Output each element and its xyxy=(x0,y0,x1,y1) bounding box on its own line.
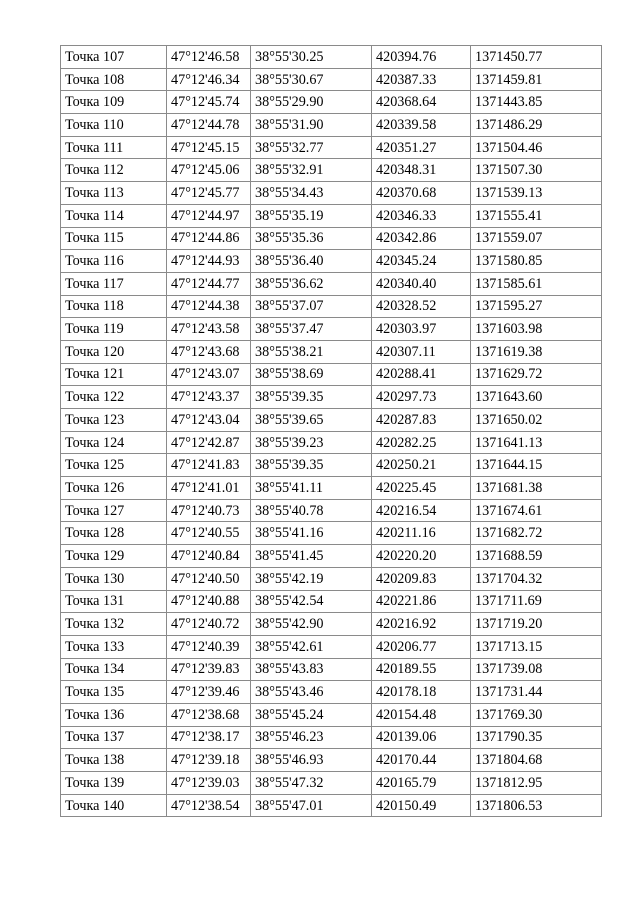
y-coordinate-cell: 1371539.13 xyxy=(471,182,602,205)
x-coordinate-cell: 420351.27 xyxy=(372,136,471,159)
table-row xyxy=(61,182,602,205)
point-name-cell: Точка 129 xyxy=(61,545,167,568)
table-row xyxy=(61,635,602,658)
y-coordinate-cell: 1371559.07 xyxy=(471,227,602,250)
point-name-cell: Точка 112 xyxy=(61,159,167,182)
latitude-cell: 47°12'44.77 xyxy=(167,272,251,295)
longitude-cell: 38°55'47.32 xyxy=(251,772,372,795)
longitude-cell: 38°55'46.93 xyxy=(251,749,372,772)
longitude-cell: 38°55'35.36 xyxy=(251,227,372,250)
x-coordinate-cell: 420340.40 xyxy=(372,272,471,295)
longitude-cell: 38°55'41.45 xyxy=(251,545,372,568)
table-row xyxy=(61,409,602,432)
latitude-cell: 47°12'43.37 xyxy=(167,386,251,409)
longitude-cell: 38°55'37.07 xyxy=(251,295,372,318)
latitude-cell: 47°12'43.04 xyxy=(167,409,251,432)
y-coordinate-cell: 1371731.44 xyxy=(471,681,602,704)
table-row xyxy=(61,567,602,590)
longitude-cell: 38°55'34.43 xyxy=(251,182,372,205)
x-coordinate-cell: 420165.79 xyxy=(372,772,471,795)
table-row xyxy=(61,726,602,749)
x-coordinate-cell: 420342.86 xyxy=(372,227,471,250)
latitude-cell: 47°12'44.38 xyxy=(167,295,251,318)
y-coordinate-cell: 1371681.38 xyxy=(471,477,602,500)
point-name-cell: Точка 121 xyxy=(61,363,167,386)
y-coordinate-cell: 1371682.72 xyxy=(471,522,602,545)
point-name-cell: Точка 133 xyxy=(61,635,167,658)
y-coordinate-cell: 1371504.46 xyxy=(471,136,602,159)
longitude-cell: 38°55'42.90 xyxy=(251,613,372,636)
table-row xyxy=(61,454,602,477)
y-coordinate-cell: 1371674.61 xyxy=(471,499,602,522)
x-coordinate-cell: 420348.31 xyxy=(372,159,471,182)
latitude-cell: 47°12'39.46 xyxy=(167,681,251,704)
x-coordinate-cell: 420225.45 xyxy=(372,477,471,500)
latitude-cell: 47°12'38.17 xyxy=(167,726,251,749)
latitude-cell: 47°12'44.78 xyxy=(167,114,251,137)
longitude-cell: 38°55'32.77 xyxy=(251,136,372,159)
point-name-cell: Точка 111 xyxy=(61,136,167,159)
y-coordinate-cell: 1371804.68 xyxy=(471,749,602,772)
point-name-cell: Точка 137 xyxy=(61,726,167,749)
point-name-cell: Точка 125 xyxy=(61,454,167,477)
x-coordinate-cell: 420216.54 xyxy=(372,499,471,522)
longitude-cell: 38°55'40.78 xyxy=(251,499,372,522)
longitude-cell: 38°55'39.65 xyxy=(251,409,372,432)
longitude-cell: 38°55'39.35 xyxy=(251,386,372,409)
latitude-cell: 47°12'46.34 xyxy=(167,68,251,91)
y-coordinate-cell: 1371585.61 xyxy=(471,272,602,295)
x-coordinate-cell: 420216.92 xyxy=(372,613,471,636)
latitude-cell: 47°12'40.72 xyxy=(167,613,251,636)
y-coordinate-cell: 1371486.29 xyxy=(471,114,602,137)
x-coordinate-cell: 420221.86 xyxy=(372,590,471,613)
point-name-cell: Точка 126 xyxy=(61,477,167,500)
table-row xyxy=(61,386,602,409)
point-name-cell: Точка 108 xyxy=(61,68,167,91)
y-coordinate-cell: 1371739.08 xyxy=(471,658,602,681)
longitude-cell: 38°55'41.16 xyxy=(251,522,372,545)
longitude-cell: 38°55'43.46 xyxy=(251,681,372,704)
latitude-cell: 47°12'45.77 xyxy=(167,182,251,205)
table-row xyxy=(61,114,602,137)
y-coordinate-cell: 1371643.60 xyxy=(471,386,602,409)
latitude-cell: 47°12'45.06 xyxy=(167,159,251,182)
latitude-cell: 47°12'41.01 xyxy=(167,477,251,500)
latitude-cell: 47°12'43.68 xyxy=(167,340,251,363)
table-row xyxy=(61,136,602,159)
x-coordinate-cell: 420189.55 xyxy=(372,658,471,681)
table-row xyxy=(61,272,602,295)
x-coordinate-cell: 420209.83 xyxy=(372,567,471,590)
latitude-cell: 47°12'44.97 xyxy=(167,204,251,227)
longitude-cell: 38°55'38.69 xyxy=(251,363,372,386)
x-coordinate-cell: 420139.06 xyxy=(372,726,471,749)
y-coordinate-cell: 1371641.13 xyxy=(471,431,602,454)
table-row xyxy=(61,749,602,772)
y-coordinate-cell: 1371812.95 xyxy=(471,772,602,795)
latitude-cell: 47°12'41.83 xyxy=(167,454,251,477)
longitude-cell: 38°55'43.83 xyxy=(251,658,372,681)
point-name-cell: Точка 114 xyxy=(61,204,167,227)
table-row xyxy=(61,295,602,318)
table-row xyxy=(61,318,602,341)
x-coordinate-cell: 420150.49 xyxy=(372,794,471,817)
y-coordinate-cell: 1371769.30 xyxy=(471,703,602,726)
x-coordinate-cell: 420287.83 xyxy=(372,409,471,432)
x-coordinate-cell: 420368.64 xyxy=(372,91,471,114)
longitude-cell: 38°55'32.91 xyxy=(251,159,372,182)
point-name-cell: Точка 128 xyxy=(61,522,167,545)
x-coordinate-cell: 420206.77 xyxy=(372,635,471,658)
longitude-cell: 38°55'37.47 xyxy=(251,318,372,341)
x-coordinate-cell: 420387.33 xyxy=(372,68,471,91)
point-name-cell: Точка 116 xyxy=(61,250,167,273)
x-coordinate-cell: 420339.58 xyxy=(372,114,471,137)
longitude-cell: 38°55'38.21 xyxy=(251,340,372,363)
point-name-cell: Точка 109 xyxy=(61,91,167,114)
x-coordinate-cell: 420297.73 xyxy=(372,386,471,409)
table-row xyxy=(61,431,602,454)
latitude-cell: 47°12'39.18 xyxy=(167,749,251,772)
point-name-cell: Точка 131 xyxy=(61,590,167,613)
longitude-cell: 38°55'41.11 xyxy=(251,477,372,500)
table-row xyxy=(61,658,602,681)
x-coordinate-cell: 420328.52 xyxy=(372,295,471,318)
point-name-cell: Точка 136 xyxy=(61,703,167,726)
latitude-cell: 47°12'40.84 xyxy=(167,545,251,568)
table-row xyxy=(61,46,602,69)
longitude-cell: 38°55'30.67 xyxy=(251,68,372,91)
x-coordinate-cell: 420288.41 xyxy=(372,363,471,386)
longitude-cell: 38°55'35.19 xyxy=(251,204,372,227)
point-name-cell: Точка 123 xyxy=(61,409,167,432)
y-coordinate-cell: 1371619.38 xyxy=(471,340,602,363)
y-coordinate-cell: 1371806.53 xyxy=(471,794,602,817)
latitude-cell: 47°12'40.73 xyxy=(167,499,251,522)
point-name-cell: Точка 107 xyxy=(61,46,167,69)
point-name-cell: Точка 119 xyxy=(61,318,167,341)
latitude-cell: 47°12'42.87 xyxy=(167,431,251,454)
latitude-cell: 47°12'38.54 xyxy=(167,794,251,817)
point-name-cell: Точка 138 xyxy=(61,749,167,772)
longitude-cell: 38°55'36.40 xyxy=(251,250,372,273)
point-name-cell: Точка 117 xyxy=(61,272,167,295)
table-row xyxy=(61,590,602,613)
table-row xyxy=(61,68,602,91)
point-name-cell: Точка 134 xyxy=(61,658,167,681)
y-coordinate-cell: 1371704.32 xyxy=(471,567,602,590)
y-coordinate-cell: 1371711.69 xyxy=(471,590,602,613)
point-name-cell: Точка 113 xyxy=(61,182,167,205)
table-row xyxy=(61,363,602,386)
longitude-cell: 38°55'46.23 xyxy=(251,726,372,749)
x-coordinate-cell: 420370.68 xyxy=(372,182,471,205)
point-name-cell: Точка 140 xyxy=(61,794,167,817)
longitude-cell: 38°55'39.23 xyxy=(251,431,372,454)
table-row xyxy=(61,499,602,522)
x-coordinate-cell: 420394.76 xyxy=(372,46,471,69)
coordinates-table-body xyxy=(61,46,602,817)
x-coordinate-cell: 420178.18 xyxy=(372,681,471,704)
latitude-cell: 47°12'39.83 xyxy=(167,658,251,681)
y-coordinate-cell: 1371790.35 xyxy=(471,726,602,749)
longitude-cell: 38°55'30.25 xyxy=(251,46,372,69)
table-row xyxy=(61,522,602,545)
x-coordinate-cell: 420154.48 xyxy=(372,703,471,726)
x-coordinate-cell: 420346.33 xyxy=(372,204,471,227)
longitude-cell: 38°55'39.35 xyxy=(251,454,372,477)
y-coordinate-cell: 1371507.30 xyxy=(471,159,602,182)
y-coordinate-cell: 1371595.27 xyxy=(471,295,602,318)
point-name-cell: Точка 127 xyxy=(61,499,167,522)
point-name-cell: Точка 124 xyxy=(61,431,167,454)
table-row xyxy=(61,250,602,273)
point-name-cell: Точка 118 xyxy=(61,295,167,318)
longitude-cell: 38°55'42.54 xyxy=(251,590,372,613)
longitude-cell: 38°55'42.61 xyxy=(251,635,372,658)
y-coordinate-cell: 1371688.59 xyxy=(471,545,602,568)
x-coordinate-cell: 420250.21 xyxy=(372,454,471,477)
point-name-cell: Точка 132 xyxy=(61,613,167,636)
point-name-cell: Точка 130 xyxy=(61,567,167,590)
y-coordinate-cell: 1371603.98 xyxy=(471,318,602,341)
table-row xyxy=(61,772,602,795)
y-coordinate-cell: 1371713.15 xyxy=(471,635,602,658)
y-coordinate-cell: 1371459.81 xyxy=(471,68,602,91)
table-row xyxy=(61,613,602,636)
longitude-cell: 38°55'29.90 xyxy=(251,91,372,114)
table-row xyxy=(61,340,602,363)
x-coordinate-cell: 420170.44 xyxy=(372,749,471,772)
latitude-cell: 47°12'45.74 xyxy=(167,91,251,114)
table-row xyxy=(61,794,602,817)
point-name-cell: Точка 139 xyxy=(61,772,167,795)
latitude-cell: 47°12'39.03 xyxy=(167,772,251,795)
table-row xyxy=(61,477,602,500)
latitude-cell: 47°12'46.58 xyxy=(167,46,251,69)
table-row xyxy=(61,545,602,568)
x-coordinate-cell: 420220.20 xyxy=(372,545,471,568)
latitude-cell: 47°12'44.93 xyxy=(167,250,251,273)
y-coordinate-cell: 1371719.20 xyxy=(471,613,602,636)
y-coordinate-cell: 1371443.85 xyxy=(471,91,602,114)
y-coordinate-cell: 1371650.02 xyxy=(471,409,602,432)
table-row xyxy=(61,681,602,704)
coordinates-table xyxy=(60,45,602,817)
longitude-cell: 38°55'31.90 xyxy=(251,114,372,137)
x-coordinate-cell: 420307.11 xyxy=(372,340,471,363)
y-coordinate-cell: 1371450.77 xyxy=(471,46,602,69)
latitude-cell: 47°12'43.58 xyxy=(167,318,251,341)
y-coordinate-cell: 1371644.15 xyxy=(471,454,602,477)
y-coordinate-cell: 1371555.41 xyxy=(471,204,602,227)
latitude-cell: 47°12'40.88 xyxy=(167,590,251,613)
longitude-cell: 38°55'42.19 xyxy=(251,567,372,590)
point-name-cell: Точка 135 xyxy=(61,681,167,704)
y-coordinate-cell: 1371629.72 xyxy=(471,363,602,386)
longitude-cell: 38°55'45.24 xyxy=(251,703,372,726)
latitude-cell: 47°12'44.86 xyxy=(167,227,251,250)
table-row xyxy=(61,159,602,182)
point-name-cell: Точка 110 xyxy=(61,114,167,137)
table-row xyxy=(61,227,602,250)
latitude-cell: 47°12'38.68 xyxy=(167,703,251,726)
table-row xyxy=(61,204,602,227)
table-row xyxy=(61,91,602,114)
latitude-cell: 47°12'43.07 xyxy=(167,363,251,386)
latitude-cell: 47°12'40.55 xyxy=(167,522,251,545)
x-coordinate-cell: 420211.16 xyxy=(372,522,471,545)
x-coordinate-cell: 420345.24 xyxy=(372,250,471,273)
x-coordinate-cell: 420303.97 xyxy=(372,318,471,341)
x-coordinate-cell: 420282.25 xyxy=(372,431,471,454)
point-name-cell: Точка 115 xyxy=(61,227,167,250)
latitude-cell: 47°12'40.50 xyxy=(167,567,251,590)
y-coordinate-cell: 1371580.85 xyxy=(471,250,602,273)
point-name-cell: Точка 122 xyxy=(61,386,167,409)
latitude-cell: 47°12'45.15 xyxy=(167,136,251,159)
longitude-cell: 38°55'47.01 xyxy=(251,794,372,817)
table-row xyxy=(61,703,602,726)
point-name-cell: Точка 120 xyxy=(61,340,167,363)
latitude-cell: 47°12'40.39 xyxy=(167,635,251,658)
longitude-cell: 38°55'36.62 xyxy=(251,272,372,295)
